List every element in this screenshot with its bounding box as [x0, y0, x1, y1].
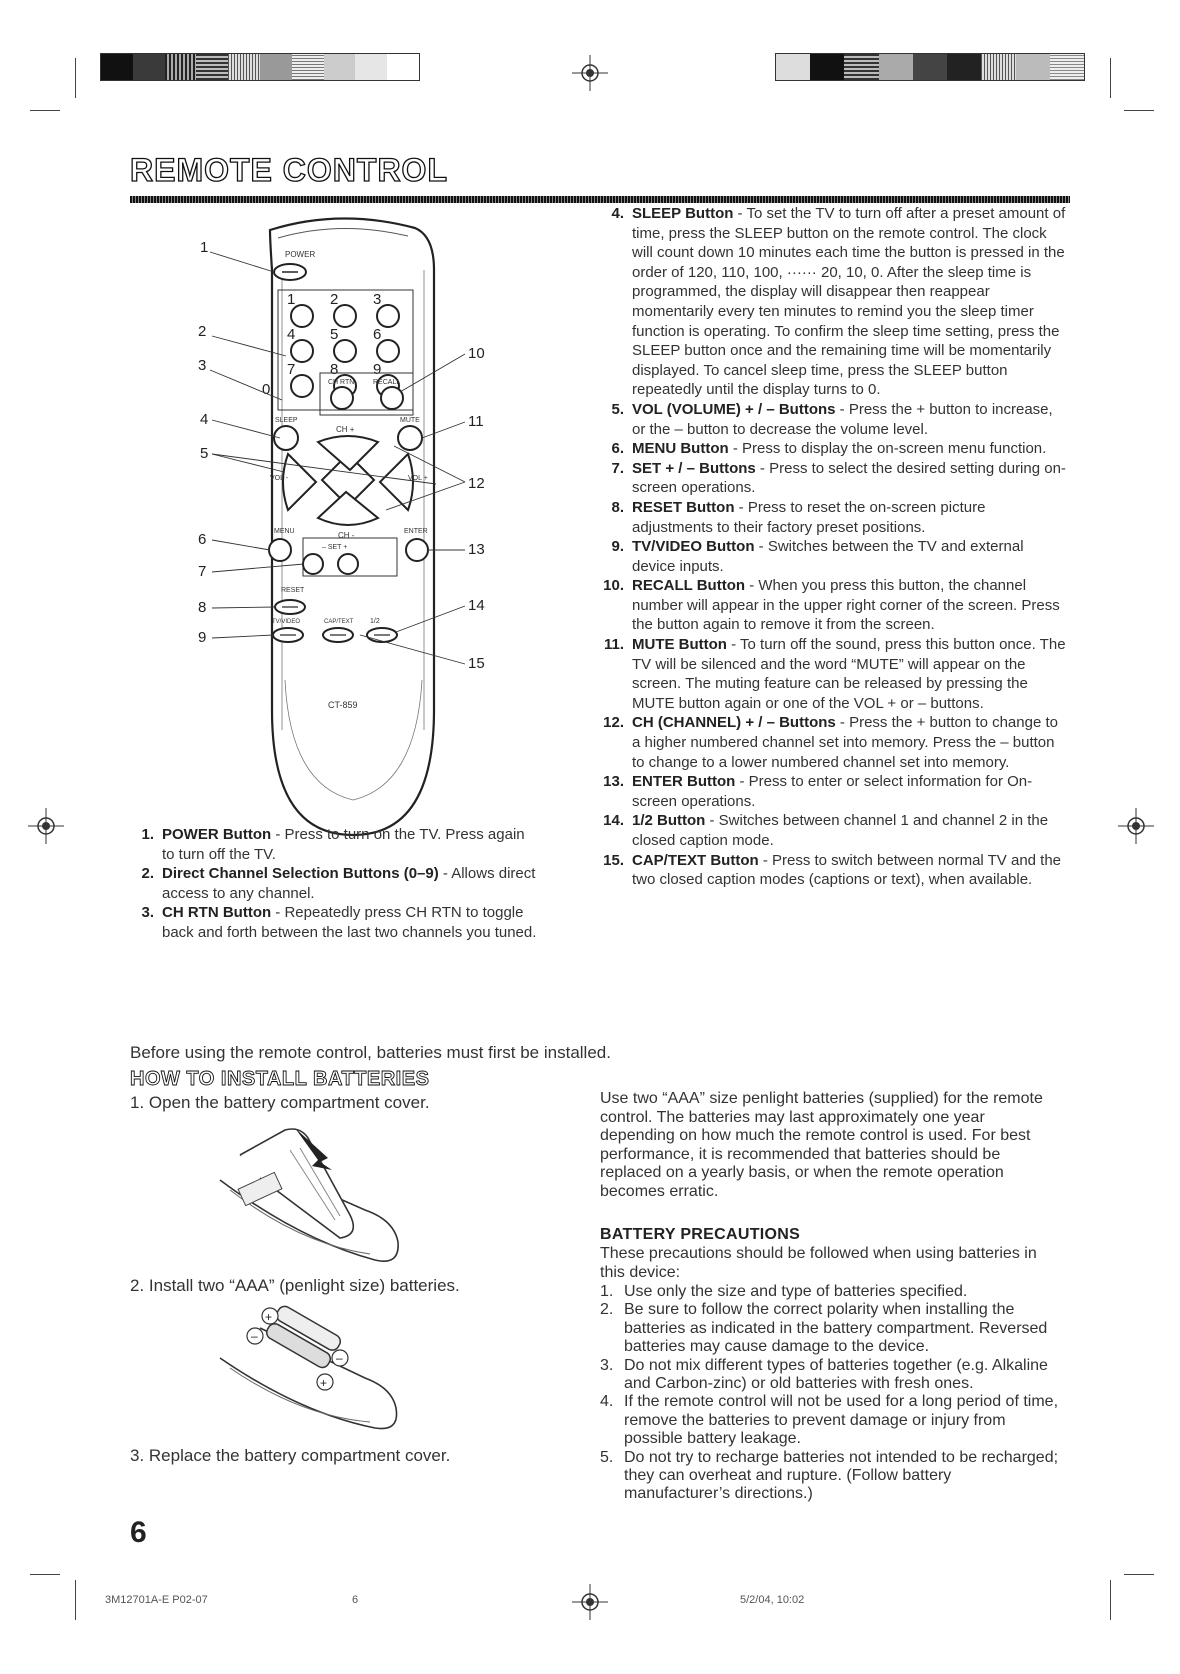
- item-term: TV/VIDEO Button: [632, 538, 755, 556]
- reset-label: RESET: [281, 587, 305, 594]
- footer-page: 6: [352, 1594, 359, 1606]
- list-item: [600, 576, 1070, 635]
- callout-14: 14: [468, 597, 485, 614]
- precaution-number: 1.: [600, 1283, 614, 1300]
- digit-5-label: 5: [330, 326, 339, 343]
- ch-plus-label: CH +: [336, 425, 355, 434]
- item-text: - Allows direct access to any channel.: [162, 865, 536, 902]
- svg-text:+: +: [320, 1376, 328, 1390]
- item-number: 4.: [611, 205, 624, 222]
- battery-precautions-list: [600, 1283, 1060, 1504]
- digit-2-button[interactable]: [334, 305, 356, 327]
- crop-mark: [1110, 58, 1111, 98]
- gray-scale-bar-left: [100, 53, 420, 81]
- list-item: [600, 772, 1070, 811]
- item-term: SET + / – Buttons: [632, 459, 756, 477]
- list-item: [600, 713, 1070, 772]
- set-label: – SET +: [322, 544, 348, 551]
- digit-6-button[interactable]: [377, 340, 399, 362]
- item-text: - Press to display the on-screen menu function.: [728, 440, 1047, 458]
- item-term: CH RTN Button: [162, 904, 272, 922]
- battery-step-1: 1. Open the battery compartment cover.: [130, 1093, 430, 1112]
- item-number: 6.: [611, 440, 624, 458]
- callout-8: 8: [198, 599, 207, 616]
- list-item: [600, 400, 1070, 439]
- tv-video-label: TV/VIDEO: [272, 619, 301, 625]
- digit-5-button[interactable]: [334, 340, 356, 362]
- battery-cover-open-illustration: [200, 1120, 410, 1270]
- right-description-list: [600, 204, 1070, 890]
- precaution-number: 3.: [600, 1356, 614, 1374]
- item-number: 1.: [141, 826, 154, 843]
- item-text: - Repeatedly press CH RTN to toggle back and forth between the last two channels you tuned.: [162, 904, 537, 941]
- mute-button[interactable]: [398, 426, 422, 450]
- list-item: [600, 498, 1070, 537]
- item-text: - Press to turn on the TV. Press again to turn off the TV.: [162, 826, 525, 863]
- svg-text:–: –: [336, 1351, 343, 1365]
- battery-precautions-intro: These precautions should be followed when using batteries in this device:: [600, 1245, 1037, 1281]
- battery-intro: Before using the remote control, batteries must first be installed.: [130, 1043, 611, 1062]
- mute-label: MUTE: [400, 417, 420, 424]
- item-number: 14.: [603, 812, 624, 830]
- precaution-item: [600, 1283, 1060, 1301]
- title-rule: [130, 196, 1070, 203]
- list-item: [600, 459, 1070, 498]
- item-text: - Switches between the TV and external device inputs.: [632, 538, 1024, 575]
- battery-heading: HOW TO INSTALL BATTERIES: [130, 1068, 430, 1090]
- registration-mark-icon: [572, 55, 608, 91]
- enter-button[interactable]: [406, 539, 428, 561]
- precaution-item: [600, 1357, 1060, 1394]
- crop-mark: [75, 1580, 76, 1620]
- model-label: CT-859: [328, 700, 358, 710]
- callout-3: 3: [198, 357, 207, 374]
- precaution-text: If the remote control will not be used for a long period of time, remove the batteries to prevent damage or injury from possible battery leakage.: [624, 1393, 1059, 1448]
- callout-10: 10: [468, 345, 485, 362]
- item-term: POWER Button: [162, 826, 272, 843]
- item-number: 15.: [603, 851, 624, 869]
- item-text: - Press the + button to change to a higher numbered channel set into memory. Press the – button to change to a lower numbered channel set into memory.: [632, 714, 1058, 771]
- registration-mark-icon: [1118, 808, 1154, 844]
- precaution-number: 2.: [600, 1301, 614, 1319]
- item-term: RESET Button: [632, 498, 735, 516]
- registration-mark-icon: [572, 1584, 608, 1620]
- crop-mark: [1110, 1580, 1111, 1620]
- digit-1-label: 1: [287, 291, 296, 308]
- vol-minus-label: VOL -: [270, 475, 289, 482]
- callout-15: 15: [468, 655, 485, 672]
- set-plus-button[interactable]: [338, 554, 358, 574]
- list-item: [600, 204, 1070, 400]
- ch-rtn-label: CH RTN: [328, 379, 355, 386]
- battery-step-2: 2. Install two “AAA” (penlight size) batteries.: [130, 1276, 460, 1295]
- recall-button[interactable]: [381, 387, 403, 409]
- battery-usage-text: Use two “AAA” size penlight batteries (supplied) for the remote control. The batteries may last approximately one year depending on how much the remote control is used. For best performance, it is recommended that batteries should be replaced on a yearly basis, or when the remote operation becomes erratic.: [600, 1090, 1043, 1200]
- precaution-text: Do not try to recharge batteries not intended to be recharged; they can overheat and rupture. (Follow battery manufacturer’s directions.): [624, 1448, 1059, 1503]
- callout-11: 11: [468, 413, 484, 430]
- digit-6-label: 6: [373, 326, 382, 343]
- item-text: - Press the + button to increase, or the – button to decrease the volume level.: [632, 400, 1053, 438]
- menu-label: MENU: [274, 528, 295, 535]
- ch-minus-label: CH -: [338, 531, 355, 540]
- item-text: - When you press this button, the channel number will appear in the upper right corner of the screen. Press the button again to remove it from the screen.: [632, 577, 1060, 634]
- item-text: - Press to select the desired setting during on-screen operations.: [632, 459, 1066, 497]
- callout-9: 9: [198, 629, 207, 646]
- list-item: [600, 635, 1070, 713]
- list-item: [130, 825, 540, 864]
- digit-7-button[interactable]: [291, 375, 313, 397]
- digit-4-label: 4: [287, 326, 296, 343]
- item-term: VOL (VOLUME) + / – Buttons: [632, 400, 836, 418]
- precaution-item: [600, 1301, 1060, 1356]
- item-number: 13.: [603, 773, 624, 791]
- list-item: [130, 903, 540, 942]
- set-minus-button[interactable]: [303, 554, 323, 574]
- footer-doc-code: 3M12701A-E P02-07: [105, 1594, 208, 1606]
- digit-3-label: 3: [373, 291, 382, 308]
- item-number: 10.: [603, 577, 624, 595]
- left-description-list: [130, 825, 540, 943]
- menu-button[interactable]: [269, 539, 291, 561]
- crop-mark: [1124, 110, 1154, 111]
- page-title: REMOTE CONTROL: [130, 152, 448, 188]
- digit-7-label: 7: [287, 361, 296, 378]
- item-term: Direct Channel Selection Buttons (0–9): [162, 865, 439, 883]
- callout-5: 5: [200, 445, 209, 462]
- digit-1-button[interactable]: [291, 305, 313, 327]
- item-term: CAP/TEXT Button: [632, 851, 759, 869]
- item-term: 1/2 Button: [632, 812, 706, 830]
- item-number: 11.: [603, 636, 624, 654]
- crop-mark: [1124, 1574, 1154, 1575]
- item-text: - To set the TV to turn off after a preset amount of time, press the SLEEP button on the remote control. The clock will count down 10 minutes each time the button is pressed in the order of 120, 110, 100, ······ 20, 10, 0. After the sleep time is programmed, the display will disappear then reappear momentarily every ten minutes to remind you the sleep timer function is operating. To confirm the sleep time setting, press the SLEEP button once and the remaining time will be momentarily displayed. To cancel sleep time, press the SLEEP button repeatedly until the display turns to 0.: [632, 205, 1066, 399]
- list-item: [600, 811, 1070, 850]
- precaution-item: [600, 1393, 1060, 1448]
- cap-text-label: CAP/TEXT: [324, 619, 354, 625]
- precaution-item: [600, 1449, 1060, 1504]
- callout-6: 6: [198, 531, 207, 548]
- svg-text:–: –: [251, 1329, 258, 1343]
- callout-4: 4: [200, 411, 209, 428]
- digit-3-button[interactable]: [377, 305, 399, 327]
- precaution-number: 4.: [600, 1393, 614, 1411]
- power-label: POWER: [285, 250, 316, 259]
- callout-13: 13: [468, 541, 485, 558]
- remote-control-diagram: [190, 210, 530, 860]
- battery-step-3: 3. Replace the battery compartment cover.: [130, 1446, 451, 1465]
- item-term: MUTE Button: [632, 636, 727, 654]
- precaution-text: Use only the size and type of batteries specified.: [624, 1283, 968, 1300]
- sleep-label: SLEEP: [275, 417, 298, 424]
- item-number: 12.: [603, 714, 624, 732]
- enter-label: ENTER: [404, 528, 428, 535]
- item-number: 9.: [611, 538, 624, 556]
- item-text: - Press to enter or select information for On-screen operations.: [632, 773, 1033, 810]
- precaution-text: Do not mix different types of batteries together (e.g. Alkaline and Carbon-zinc) or old batteries with fresh ones.: [624, 1356, 1048, 1393]
- item-number: 8.: [611, 498, 624, 516]
- item-text: - Press to switch between normal TV and the two closed caption modes (captions or text), when available.: [632, 851, 1062, 889]
- digit-4-button[interactable]: [291, 340, 313, 362]
- digit-2-label: 2: [330, 291, 339, 308]
- battery-insert-illustration: [200, 1298, 410, 1438]
- page-number: 6: [130, 1516, 147, 1549]
- item-text: - Switches between channel 1 and channel 2 in the closed caption mode.: [632, 812, 1049, 849]
- list-item: [600, 851, 1070, 890]
- crop-mark: [30, 110, 60, 111]
- item-text: - To turn off the sound, press this button once. The TV will be silenced and the word “MUTE” will appear on the screen. The muting feature can be released by pressing the MUTE button again or one of the VOL + or – buttons.: [632, 636, 1066, 712]
- item-term: SLEEP Button: [632, 205, 734, 222]
- callout-7: 7: [198, 563, 207, 580]
- registration-mark-icon: [28, 808, 64, 844]
- list-item: [600, 439, 1070, 459]
- svg-text:+: +: [265, 1310, 273, 1324]
- list-item: [130, 864, 540, 903]
- item-term: RECALL Button: [632, 577, 746, 595]
- callout-1: 1: [200, 239, 209, 256]
- item-text: - Press to reset the on-screen picture adjustments to their factory preset positions.: [632, 498, 986, 536]
- precaution-number: 5.: [600, 1448, 614, 1466]
- half-label: 1/2: [370, 618, 380, 625]
- battery-precautions-heading: BATTERY PRECAUTIONS: [600, 1226, 801, 1243]
- digit-0-label: 0: [262, 381, 271, 398]
- precaution-text: Be sure to follow the correct polarity when installing the batteries as indicated in the battery compartment. Reversed batteries may cause damage to the device.: [624, 1301, 1048, 1356]
- item-number: 3.: [141, 904, 154, 922]
- footer-date: 5/2/04, 10:02: [740, 1594, 805, 1606]
- list-item: [600, 537, 1070, 576]
- item-number: 2.: [141, 865, 154, 883]
- gray-scale-bar-right: [775, 53, 1085, 81]
- vol-plus-label: VOL +: [408, 475, 428, 482]
- crop-mark: [75, 58, 76, 98]
- callout-12: 12: [468, 475, 485, 492]
- sleep-button[interactable]: [274, 426, 298, 450]
- ch-rtn-button[interactable]: [331, 387, 353, 409]
- recall-label: RECALL: [373, 379, 401, 386]
- digit-9-label: 9: [373, 361, 382, 378]
- item-term: MENU Button: [632, 440, 729, 458]
- callout-2: 2: [198, 323, 207, 340]
- digit-8-label: 8: [330, 361, 339, 378]
- item-number: 5.: [611, 400, 624, 418]
- item-term: ENTER Button: [632, 773, 736, 791]
- crop-mark: [30, 1574, 60, 1575]
- item-number: 7.: [611, 459, 624, 477]
- item-term: CH (CHANNEL) + / – Buttons: [632, 714, 836, 732]
